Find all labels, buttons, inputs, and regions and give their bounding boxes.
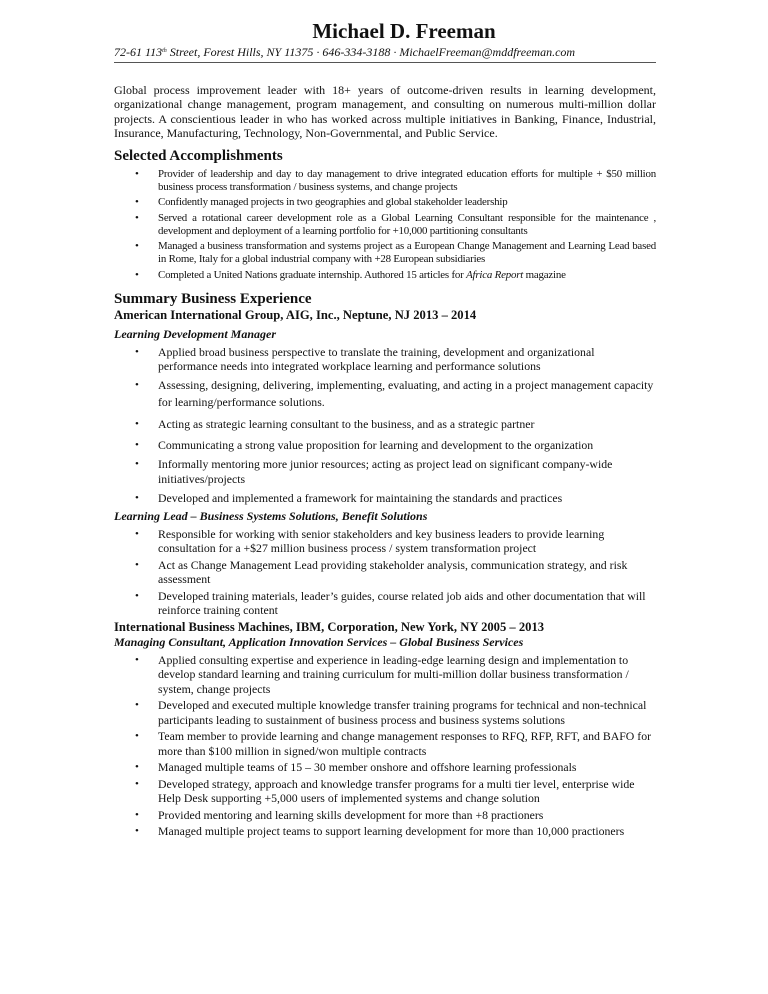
- bullet-icon: •: [135, 589, 139, 602]
- list-item: • Managed multiple teams of 15 – 30 member onshore and offshore learning professionals: [135, 760, 577, 775]
- list-item: • Responsible for working with senior stakeholders and key business leaders to provide learning consultation for a +$27 million business process / system transformation project: [135, 526, 605, 556]
- list-item: • Assessing, designing, delivering, implementing, evaluating, and acting in a project management capacity for learning/performance solutions.: [135, 377, 654, 409]
- resume-page: [114, 18, 656, 841]
- ibm-list: [114, 653, 656, 839]
- professional-summary: Global process improvement leader with 18+ years of outcome-driven results in learning development, organizational change management, program management, and consulting on numerous multi-million dollar projects. A conscientious leader in who has worked across multiple initiatives in Banking, Finance, Industrial, Insurance, Manufacturing, Technology, Non-Governmental, and Public Service.: [114, 83, 656, 141]
- bullet-icon: •: [135, 825, 139, 838]
- role-learning-development-manager: Learning Development Manager: [114, 326, 276, 341]
- bullet-icon: •: [135, 808, 139, 821]
- list-item: • Developed and implemented a framework for maintaining the standards and practices: [135, 491, 563, 506]
- list-item: • Provided mentoring and learning skills development for more than +8 practioners: [135, 807, 544, 822]
- bullet-icon: •: [135, 653, 139, 666]
- bullet-icon: •: [135, 268, 139, 281]
- accomplishments-heading: Selected Accomplishments: [114, 147, 283, 164]
- list-item: • Developed strategy, approach and knowledge transfer programs for a multi tier level, enterprise wide Help Desk supporting +5,000 users of implemented systems and change solution: [135, 776, 635, 806]
- address-and-contact: Street, Forest Hills, NY 11375 · 646-334-3188 · MichaelFreeman@mddfreeman.com: [166, 45, 576, 59]
- bullet-icon: •: [135, 240, 139, 253]
- bullet-icon: •: [135, 417, 139, 430]
- aig-role2-list: [114, 527, 656, 618]
- bullet-icon: •: [135, 558, 139, 571]
- bullet-icon: •: [135, 378, 139, 391]
- experience-heading: Summary Business Experience: [114, 290, 312, 307]
- bullet-icon: •: [135, 527, 139, 540]
- bullet-icon: •: [135, 167, 139, 180]
- list-item: • Developed and executed multiple knowledge transfer training programs for technical and non-technical participants leading to sustainment of business process and business systems solutions: [135, 698, 647, 727]
- list-item: • Managed a business transformation and systems project as a European Change Management and Learning Lead based in Rome, Italy for a global industrial company with +28 European subsidiaries: [135, 240, 656, 266]
- list-item: • Applied consulting expertise and experience in leading-edge learning design and implementation to develop standard learning and training curriculum for multi-million dollar business transformation / system, change projects: [135, 652, 629, 696]
- bullet-icon: •: [135, 438, 139, 451]
- list-item: • Served a rotational career development role as a Global Learning Consultant responsible for the maintenance , development and deployment of a learning portfolio for +10,000 partitioning consultants: [135, 211, 656, 237]
- company-ibm: International Business Machines, IBM, Corporation, New York, NY 2005 – 2013: [114, 619, 545, 634]
- magazine-title: Africa Report: [466, 268, 524, 281]
- bullet-icon: •: [135, 761, 139, 774]
- bullet-icon: •: [135, 730, 139, 743]
- list-item: • Acting as strategic learning consultant to the business, and as a strategic partner: [135, 416, 535, 431]
- bullet-icon: •: [135, 196, 139, 209]
- bullet-icon: •: [135, 345, 139, 358]
- list-item: • Applied broad business perspective to translate the training, development and organizational performance needs into integrated workplace learning and performance solutions: [135, 344, 595, 374]
- role-managing-consultant: Managing Consultant, Application Innovation Services – Global Business Services: [114, 634, 524, 649]
- company-aig: American International Group, AIG, Inc., Neptune, NJ 2013 – 2014: [114, 307, 477, 322]
- list-item: • Communicating a strong value proposition for learning and development to the organization: [135, 437, 594, 452]
- aig-role1-list: [114, 345, 656, 506]
- list-item: • Team member to provide learning and change management responses to RFQ, RFP, RFT, and BAFO for more than $100 million in signed/won multiple contracts: [135, 729, 652, 758]
- bullet-icon: •: [135, 492, 139, 505]
- list-item: • Confidently managed projects in two geographies and global stakeholder leadership: [135, 196, 508, 209]
- contact-line: [114, 45, 656, 63]
- list-item: • Managed multiple project teams to support learning development for more than 10,000 practioners: [135, 824, 625, 839]
- list-item: • Provider of leadership and day to day management to drive integrated education efforts for multiple + $50 million business process transformation / business systems, and change projects: [135, 167, 656, 193]
- bullet-icon: •: [135, 699, 139, 712]
- bullet-icon: •: [135, 777, 139, 790]
- list-item: • Informally mentoring more junior resources; acting as project lead on significant company-wide initiatives/projects: [135, 457, 613, 486]
- list-item: • Completed a United Nations graduate internship. Authored 15 articles for Africa Report magazine: [135, 268, 566, 281]
- bullet-icon: •: [135, 211, 139, 224]
- address-ordinal: th: [162, 48, 167, 54]
- list-item: • Developed training materials, leader’s guides, course related job aids and other documentation that will reinforce training content: [135, 588, 646, 618]
- list-item: • Act as Change Management Lead providing stakeholder analysis, communication strategy, and risk assessment: [135, 557, 628, 587]
- accomplishments-list: [114, 168, 656, 282]
- candidate-name: Michael D. Freeman: [312, 19, 496, 43]
- address-number: 72-61 113: [114, 45, 163, 59]
- bullet-icon: •: [135, 458, 139, 471]
- role-learning-lead: Learning Lead – Business Systems Solutions, Benefit Solutions: [114, 508, 428, 523]
